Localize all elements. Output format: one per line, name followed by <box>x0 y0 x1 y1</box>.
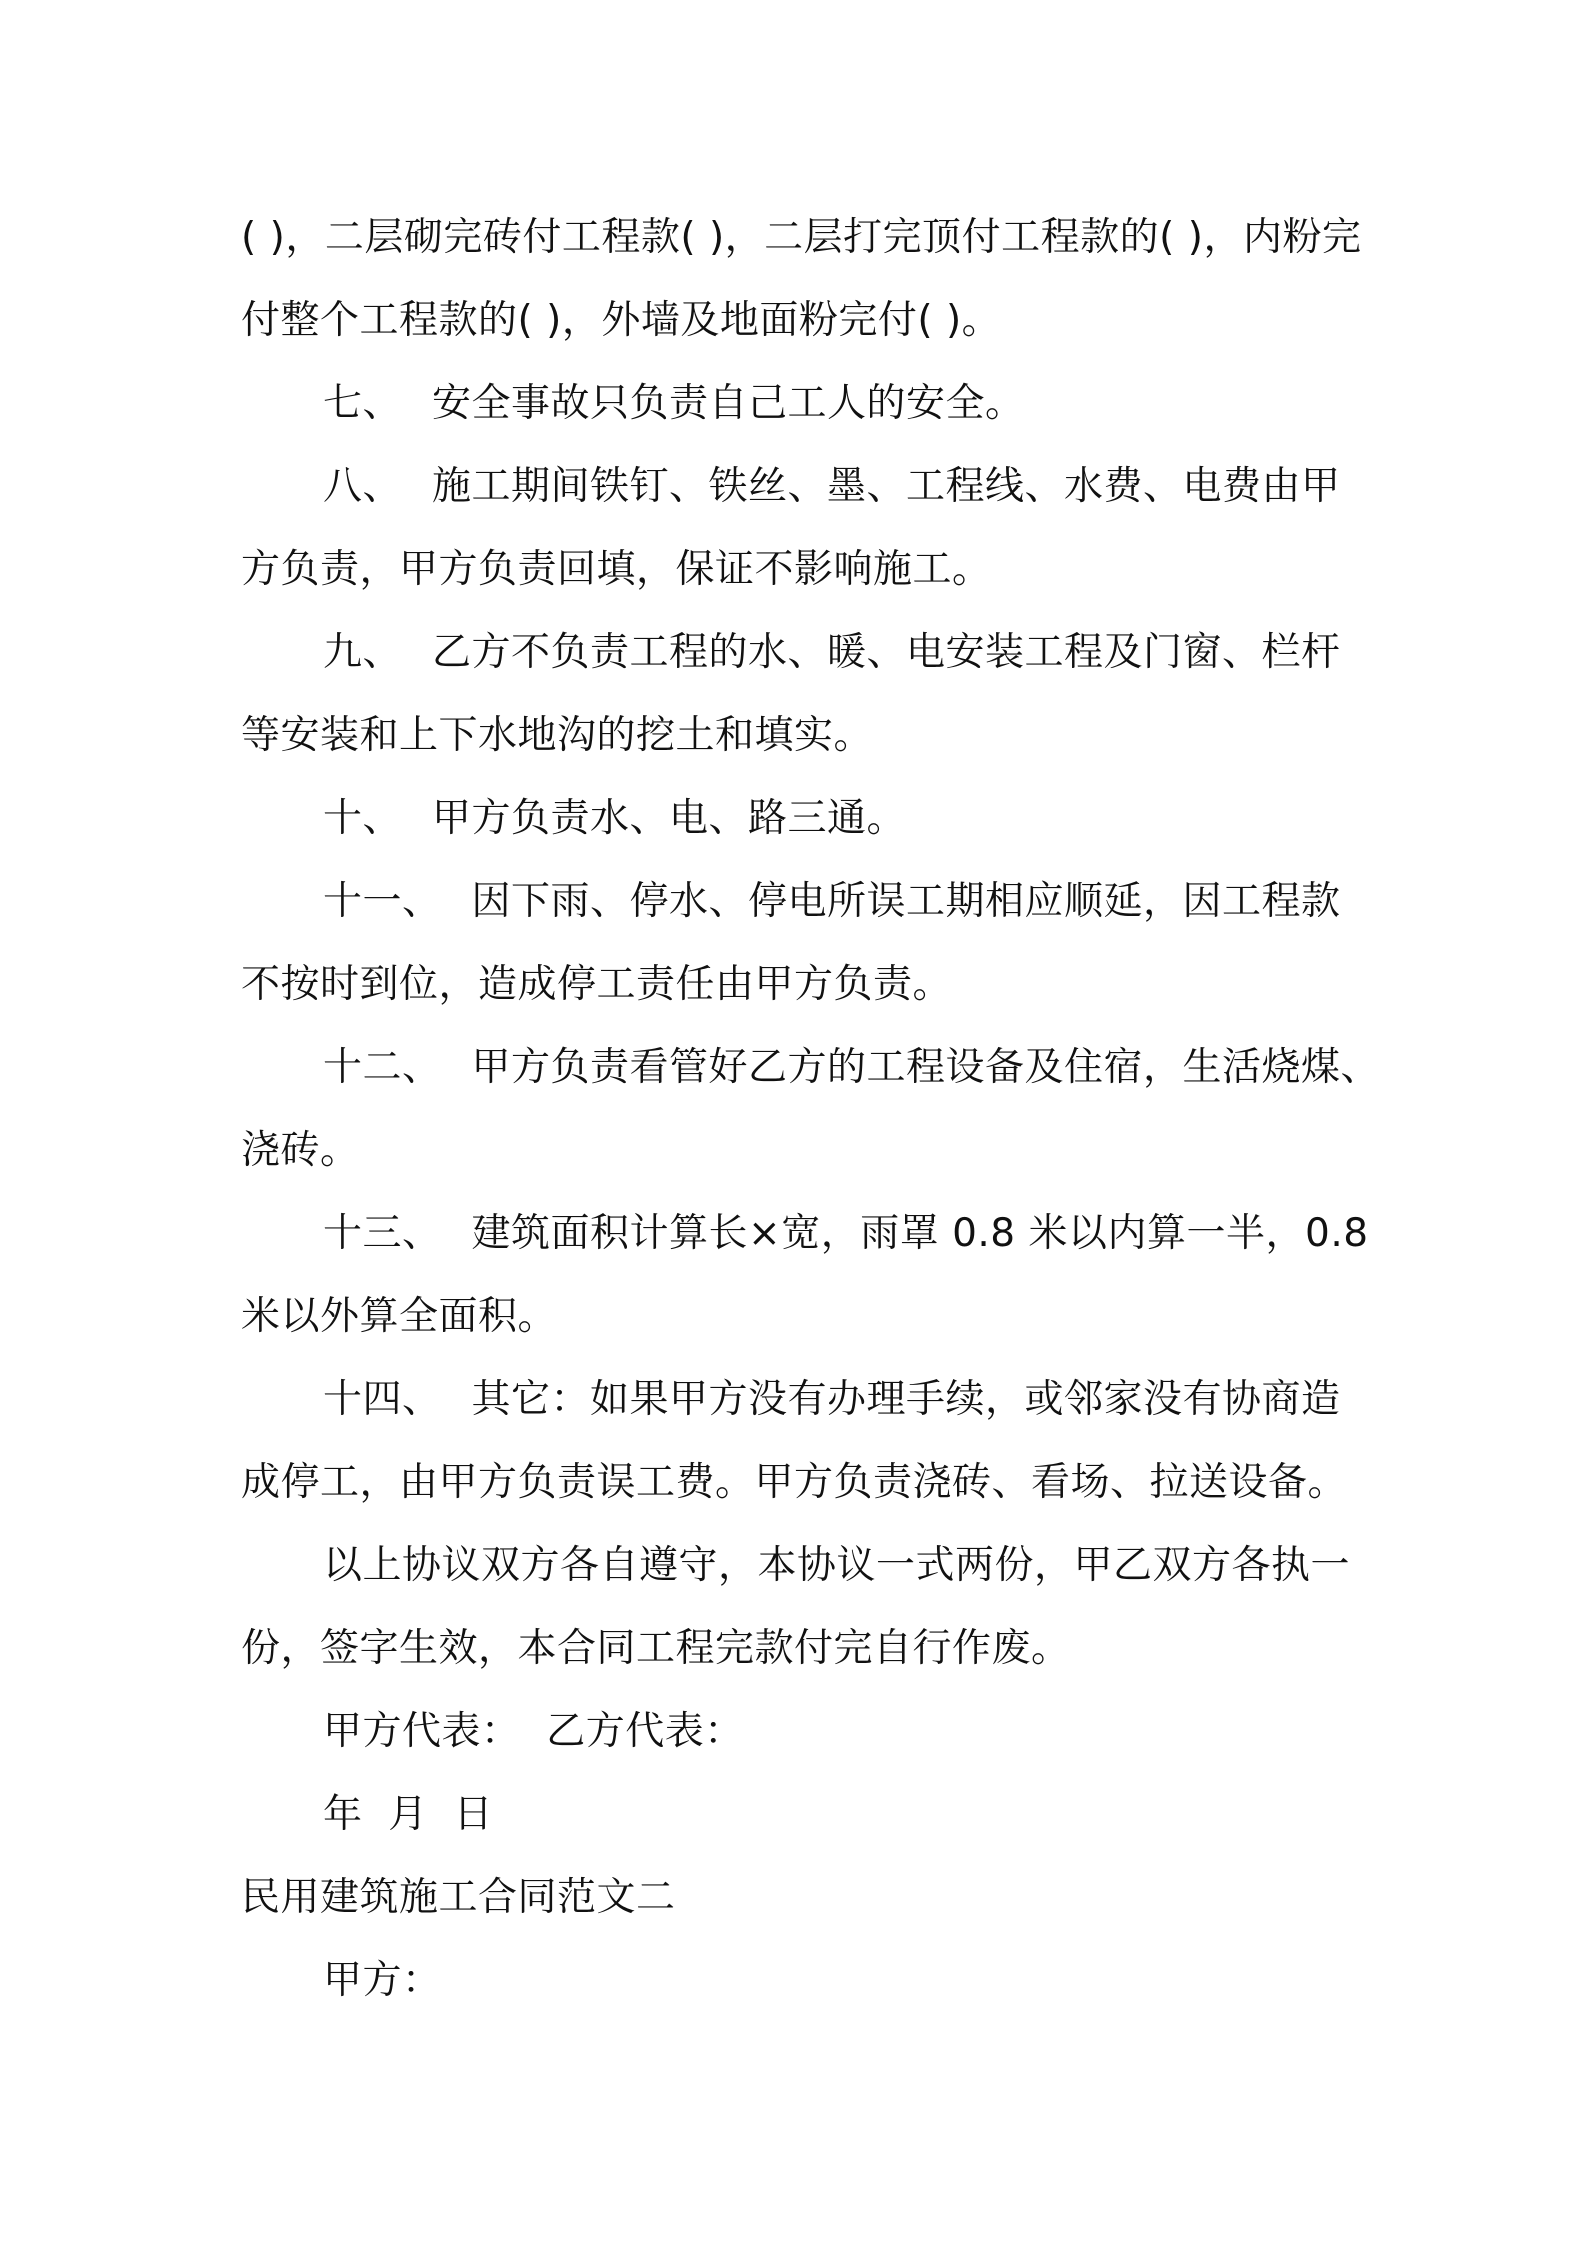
line-text: ( )，二层砌完砖付工程款( )，二层打完顶付工程款的( )，内粉完 <box>241 215 1362 260</box>
date-line <box>241 1773 1351 1856</box>
clause-12 <box>241 1026 1381 1109</box>
clause-8 <box>241 445 1351 528</box>
line-text: 份，签字生效，本合同工程完款付完自行作废。 <box>241 1626 1071 1671</box>
paragraph-line <box>241 694 1351 777</box>
paragraph-line <box>241 196 1362 279</box>
clause-text: 安全事故只负责自己工人的安全。 <box>432 381 1025 426</box>
clause-text: 建筑面积计算长×宽，雨罩 0.8 米以内算一半，0.8 <box>471 1211 1369 1256</box>
clause-number: 十四、 <box>323 1377 442 1422</box>
line-text: 方负责，甲方负责回填，保证不影响施工。 <box>241 547 992 592</box>
party-a-label: 甲方： <box>323 1958 442 2003</box>
paragraph-line <box>241 1441 1351 1524</box>
line-text: 米以外算全面积。 <box>241 1294 558 1339</box>
clause-number: 十、 <box>323 796 403 841</box>
clause-number: 八、 <box>323 464 403 509</box>
paragraph-line <box>241 1109 1351 1192</box>
clause-9 <box>241 611 1351 694</box>
clause-text: 因下雨、停水、停电所误工期相应顺延，因工程款 <box>471 879 1341 924</box>
clause-number: 十三、 <box>323 1211 442 1256</box>
clause-text: 其它：如果甲方没有办理手续，或邻家没有协商造 <box>471 1377 1341 1422</box>
clause-text: 甲方负责看管好乙方的工程设备及住宿，生活烧煤、 <box>471 1045 1381 1090</box>
line-text: 等安装和上下水地沟的挖土和填实。 <box>241 713 874 758</box>
line-text: 付整个工程款的( )，外墙及地面粉完付( )。 <box>241 298 1002 343</box>
paragraph-line <box>241 528 1351 611</box>
clause-10 <box>241 777 1351 860</box>
line-text: 成停工，由甲方负责误工费。甲方负责浇砖、看场、拉送设备。 <box>241 1460 1348 1505</box>
clause-11 <box>241 860 1351 943</box>
paragraph-line <box>241 1275 1351 1358</box>
line-text: 不按时到位，造成停工责任由甲方负责。 <box>241 962 953 1007</box>
date-text: 年 月 日 <box>323 1792 494 1837</box>
paragraph-line <box>241 279 1351 362</box>
paragraph-line <box>241 1607 1351 1690</box>
clause-number: 九、 <box>323 630 403 675</box>
clause-number: 十二、 <box>323 1045 442 1090</box>
section-title <box>241 1856 1351 1939</box>
line-text: 浇砖。 <box>241 1128 360 1173</box>
clause-14 <box>241 1358 1351 1441</box>
clause-13 <box>241 1192 1369 1275</box>
party-a-line <box>241 1939 1351 2022</box>
line-text: 以上协议双方各自遵守，本协议一式两份，甲乙双方各执一 <box>323 1543 1351 1588</box>
clause-text: 乙方不负责工程的水、暖、电安装工程及门窗、栏杆 <box>432 630 1341 675</box>
clause-text: 施工期间铁钉、铁丝、墨、工程线、水费、电费由甲 <box>432 464 1341 509</box>
signature-line <box>241 1690 1351 1773</box>
contract-body <box>241 196 1381 2022</box>
clause-7 <box>241 362 1351 445</box>
signature-labels: 甲方代表： 乙方代表： <box>323 1709 744 1754</box>
clause-number: 十一、 <box>323 879 442 924</box>
clause-number: 七、 <box>323 381 403 426</box>
clause-text: 甲方负责水、电、路三通。 <box>432 796 907 841</box>
closing-paragraph <box>241 1524 1351 1607</box>
title-text: 民用建筑施工合同范文二 <box>241 1875 676 1920</box>
paragraph-line <box>241 943 1351 1026</box>
